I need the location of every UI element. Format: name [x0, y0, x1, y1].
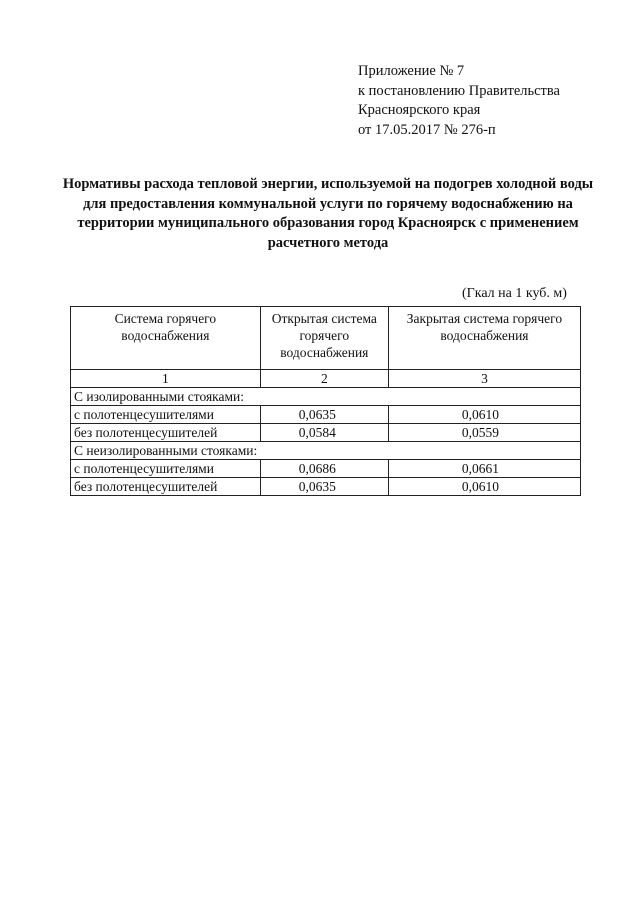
table-header-row	[71, 307, 581, 370]
header-closed-system: Закрытая система горячего водоснабжения	[388, 307, 580, 370]
table-row	[71, 460, 581, 478]
table-row	[71, 478, 581, 496]
row-label: без полотенцесушителей	[71, 424, 261, 442]
table-row	[71, 406, 581, 424]
group-label: С неизолированными стояками:	[71, 442, 581, 460]
appendix-block	[358, 62, 560, 140]
column-number-row	[71, 370, 581, 388]
column-number: 1	[71, 370, 261, 388]
closed-system-value: 0,0610	[388, 478, 580, 496]
group-row-insulated	[71, 388, 581, 406]
header-system: Система горячего водоснабжения	[71, 307, 261, 370]
row-label: без полотенцесушителей	[71, 478, 261, 496]
row-label: с полотенцесушителями	[71, 460, 261, 478]
column-number: 2	[260, 370, 388, 388]
open-system-value: 0,0584	[260, 424, 388, 442]
group-label: С изолированными стояками:	[71, 388, 581, 406]
row-label: с полотенцесушителями	[71, 406, 261, 424]
open-system-value: 0,0686	[260, 460, 388, 478]
table-row	[71, 424, 581, 442]
appendix-date: от 17.05.2017 № 276-п	[358, 121, 496, 138]
open-system-value: 0,0635	[260, 478, 388, 496]
closed-system-value: 0,0559	[388, 424, 580, 442]
appendix-reference: к постановлению Правительства	[358, 82, 560, 99]
header-open-system: Открытая система горячего водоснабжения	[260, 307, 388, 370]
column-number: 3	[388, 370, 580, 388]
closed-system-value: 0,0661	[388, 460, 580, 478]
norms-table	[70, 306, 581, 496]
appendix-region: Красноярского края	[358, 102, 481, 118]
unit-label: (Гкал на 1 куб. м)	[462, 286, 567, 301]
document-title: Нормативы расхода тепловой энергии, используемой на подогрев холодной воды для предоставления коммунальной услуги по горячему водоснабжению на территории муниципального образования город Красноярск с применением расчетного метода	[62, 176, 594, 251]
open-system-value: 0,0635	[260, 406, 388, 424]
appendix-number: Приложение № 7	[358, 63, 465, 79]
group-row-uninsulated	[71, 442, 581, 460]
closed-system-value: 0,0610	[388, 406, 580, 424]
